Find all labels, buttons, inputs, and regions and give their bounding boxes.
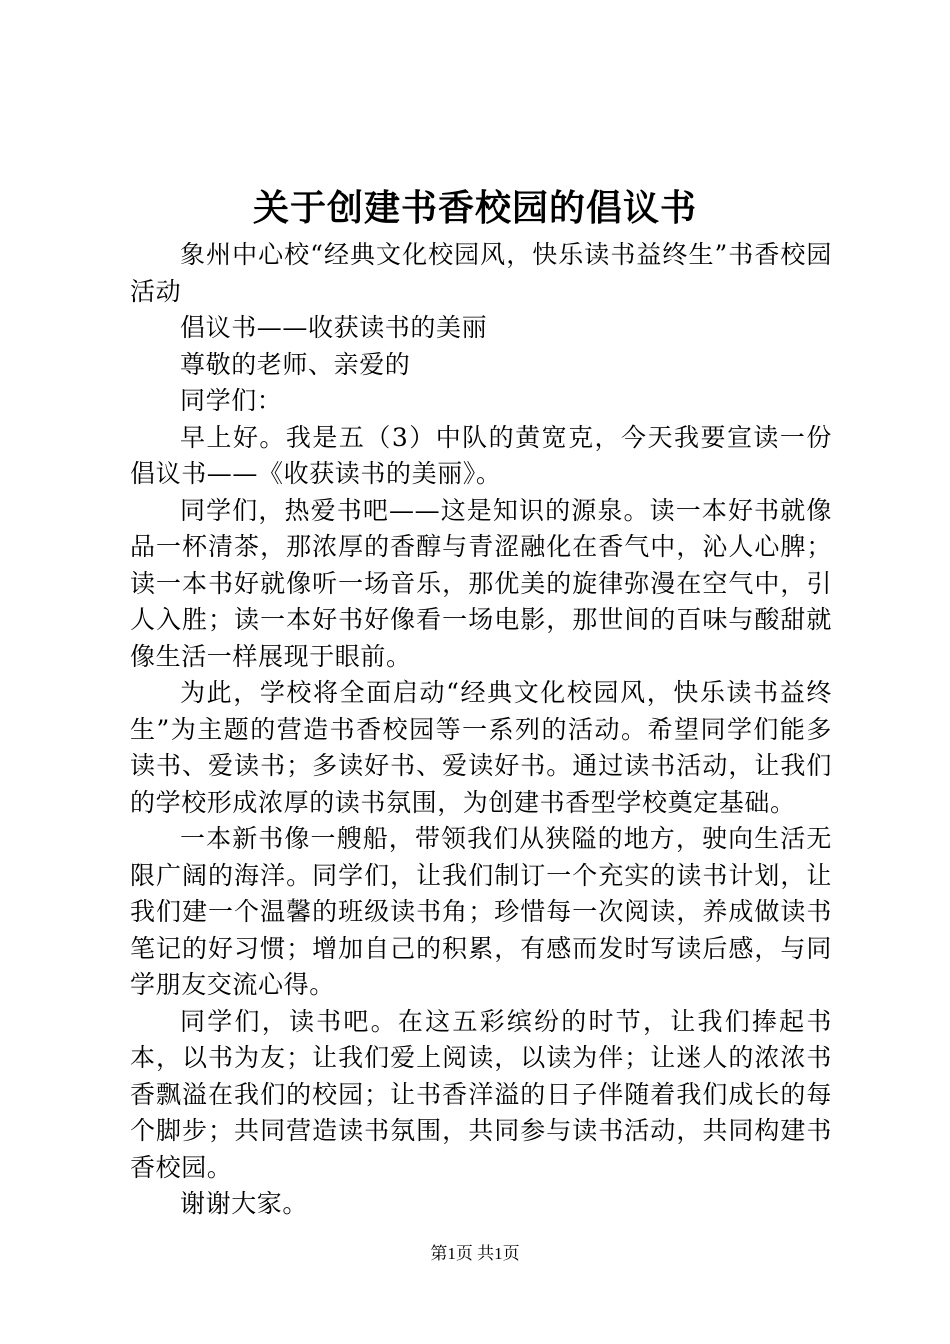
paragraph-proposal-subtitle: 倡议书——收获读书的美丽 <box>180 313 488 342</box>
paragraph-activity-name: 象州中心校“经典文化校园风，快乐读书益终生”书香校园活动 <box>130 240 832 306</box>
paragraph-call-to-read: 同学们，读书吧。在这五彩缤纷的时节，让我们捧起书本，以书为友；让我们爱上阅读，以读为伴；让迷人的浓浓书香飘溢在我们的校园；让书香洋溢的日子伴随着我们成长的每个脚步；共同营造读书氛围，共同参与读书活动，共同构建书香校园。 <box>130 1006 832 1182</box>
paragraph-salutation: 尊敬的老师、亲爱的 <box>180 349 411 379</box>
page-number: 第1页 共1页 <box>430 1244 520 1263</box>
document-body <box>130 237 832 1223</box>
paragraph-school-activity: 为此，学校将全面启动“经典文化校园风，快乐读书益终生”为主题的营造书香校园等一系列的活动。希望同学们能多读书、爱读书；多读好书、爱读好书。通过读书活动，让我们的学校形成浓厚的读书氛围，为创建书香型学校奠定基础。 <box>130 678 832 817</box>
paragraph-new-book: 一本新书像一艘船，带领我们从狭隘的地方，驶向生活无限广阔的海洋。同学们，让我们制订一个充实的读书计划，让我们建一个温馨的班级读书角；珍惜每一次阅读，养成做读书笔记的好习惯；增加自己的积累，有感而发时写读后感，与同学朋友交流心得。 <box>130 824 832 999</box>
paragraph-greeting: 早上好。我是五（3）中队的黄宽克，今天我要宣读一份倡议书——《收获读书的美丽》。 <box>130 422 832 488</box>
document-title: 关于创建书香校园的倡议书 <box>252 188 697 229</box>
paragraph-love-books: 同学们，热爱书吧——这是知识的源泉。读一本好书就像品一杯清茶，那浓厚的香醇与青涩融化在香气中，沁人心脾；读一本书好就像听一场音乐，那优美的旋律弥漫在空气中，引人入胜；读一本好书好像看一场电影，那世间的百味与酸甜就像生活一样展现于眼前。 <box>130 495 832 671</box>
paragraph-salutation-students: 同学们： <box>180 386 283 415</box>
paragraph-thanks: 谢谢大家。 <box>180 1189 309 1218</box>
